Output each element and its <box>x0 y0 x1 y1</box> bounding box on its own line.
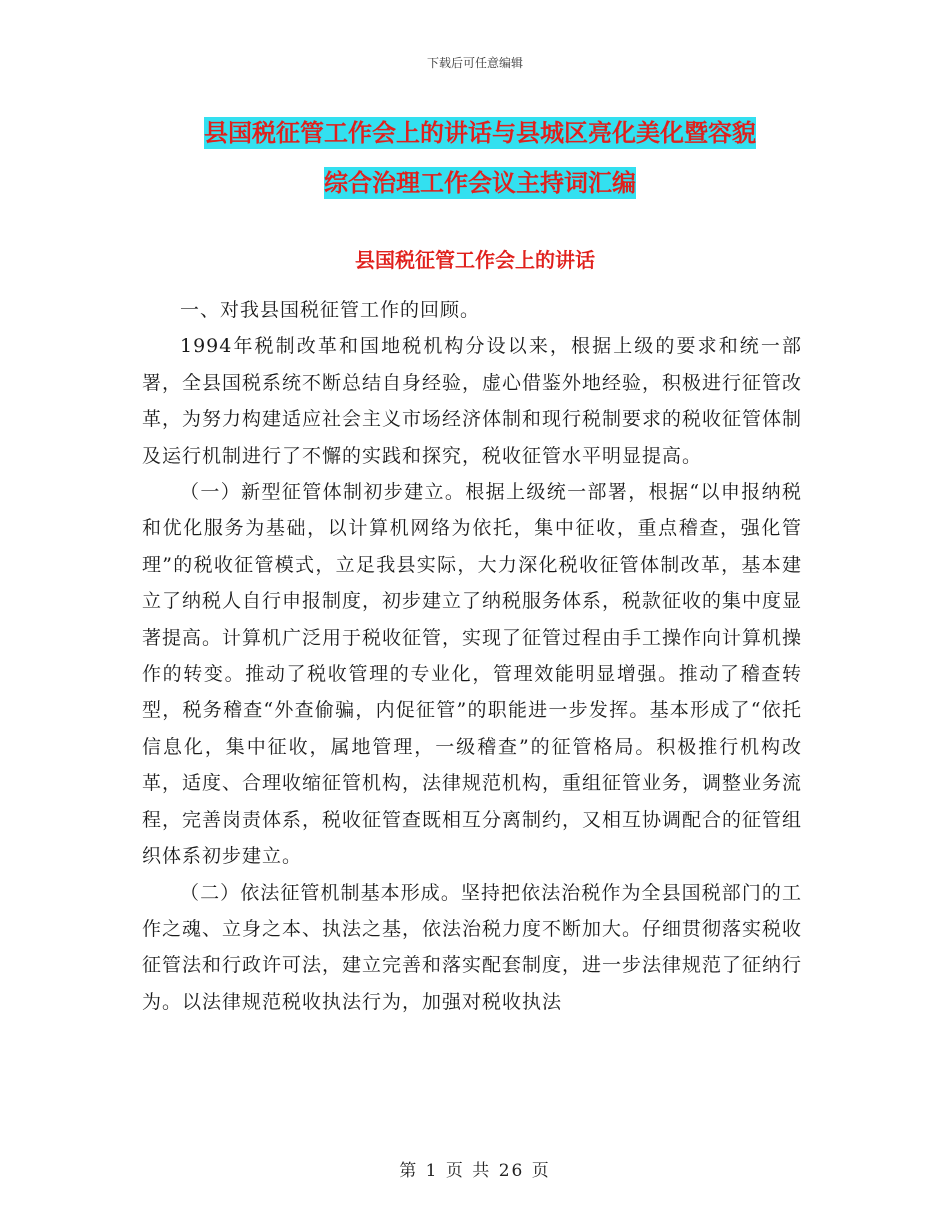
document-title <box>150 108 810 208</box>
page-number: 第 1 页 共 26 页 <box>399 1161 551 1181</box>
paragraph: （二）依法征管机制基本形成。坚持把依法治税作为全县国税部门的工作之魂、立身之本、执法之基，依法治税力度不断加大。仔细贯彻落实税收征管法和行政许可法，建立完善和落实配套制度，进一步法律规范了征纳行为。以法律规范税收执法行为，加强对税收执法 <box>142 881 803 1013</box>
paragraph-heading: 一、对我县国税征管工作的回顾。 <box>180 299 481 321</box>
paragraph: （一）新型征管体制初步建立。根据上级统一部署，根据“以申报纳税和优化服务为基础，以计算机网络为依托，集中征收，重点稽查，强化管理”的税收征管模式，立足我县实际，大力深化税收征管体制改革，基本建立了纳税人自行申报制度，初步建立了纳税服务体系，税款征收的集中度显著提高。计算机广泛用于税收征管，实现了征管过程由手工操作向计算机操作的转变。推动了税收管理的专业化，管理效能明显增强。推动了稽查转型，税务稽查“外查偷骗，内促征管”的职能进一步发挥。基本形成了“依托信息化，集中征收，属地管理，一级稽查”的征管格局。积极推行机构改革，适度、合理收缩征管机构，法律规范机构，重组征管业务，调整业务流程，完善岗责体系，税收征管查既相互分离制约，又相互协调配合的征管组织体系初步建立。 <box>142 481 803 868</box>
header-note: 下载后可任意编辑 <box>426 56 523 70</box>
document-title-line-1: 县国税征管工作会上的讲话与县城区亮化美化暨容貌 <box>204 119 756 147</box>
paragraph: 1994年税制改革和国地税机构分设以来，根据上级的要求和统一部署，全县国税系统不断总结自身经验，虚心借鉴外地经验，积极进行征管改革，为努力构建适应社会主义市场经济体制和现行税制要求的税收征管体制及运行机制进行了不懈的实践和探究，税收征管水平明显提高。 <box>142 335 803 467</box>
section-title: 县国税征管工作会上的讲话 <box>355 248 595 272</box>
body-text <box>142 292 802 1020</box>
document-title-line-2: 综合治理工作会议主持词汇编 <box>324 169 636 197</box>
